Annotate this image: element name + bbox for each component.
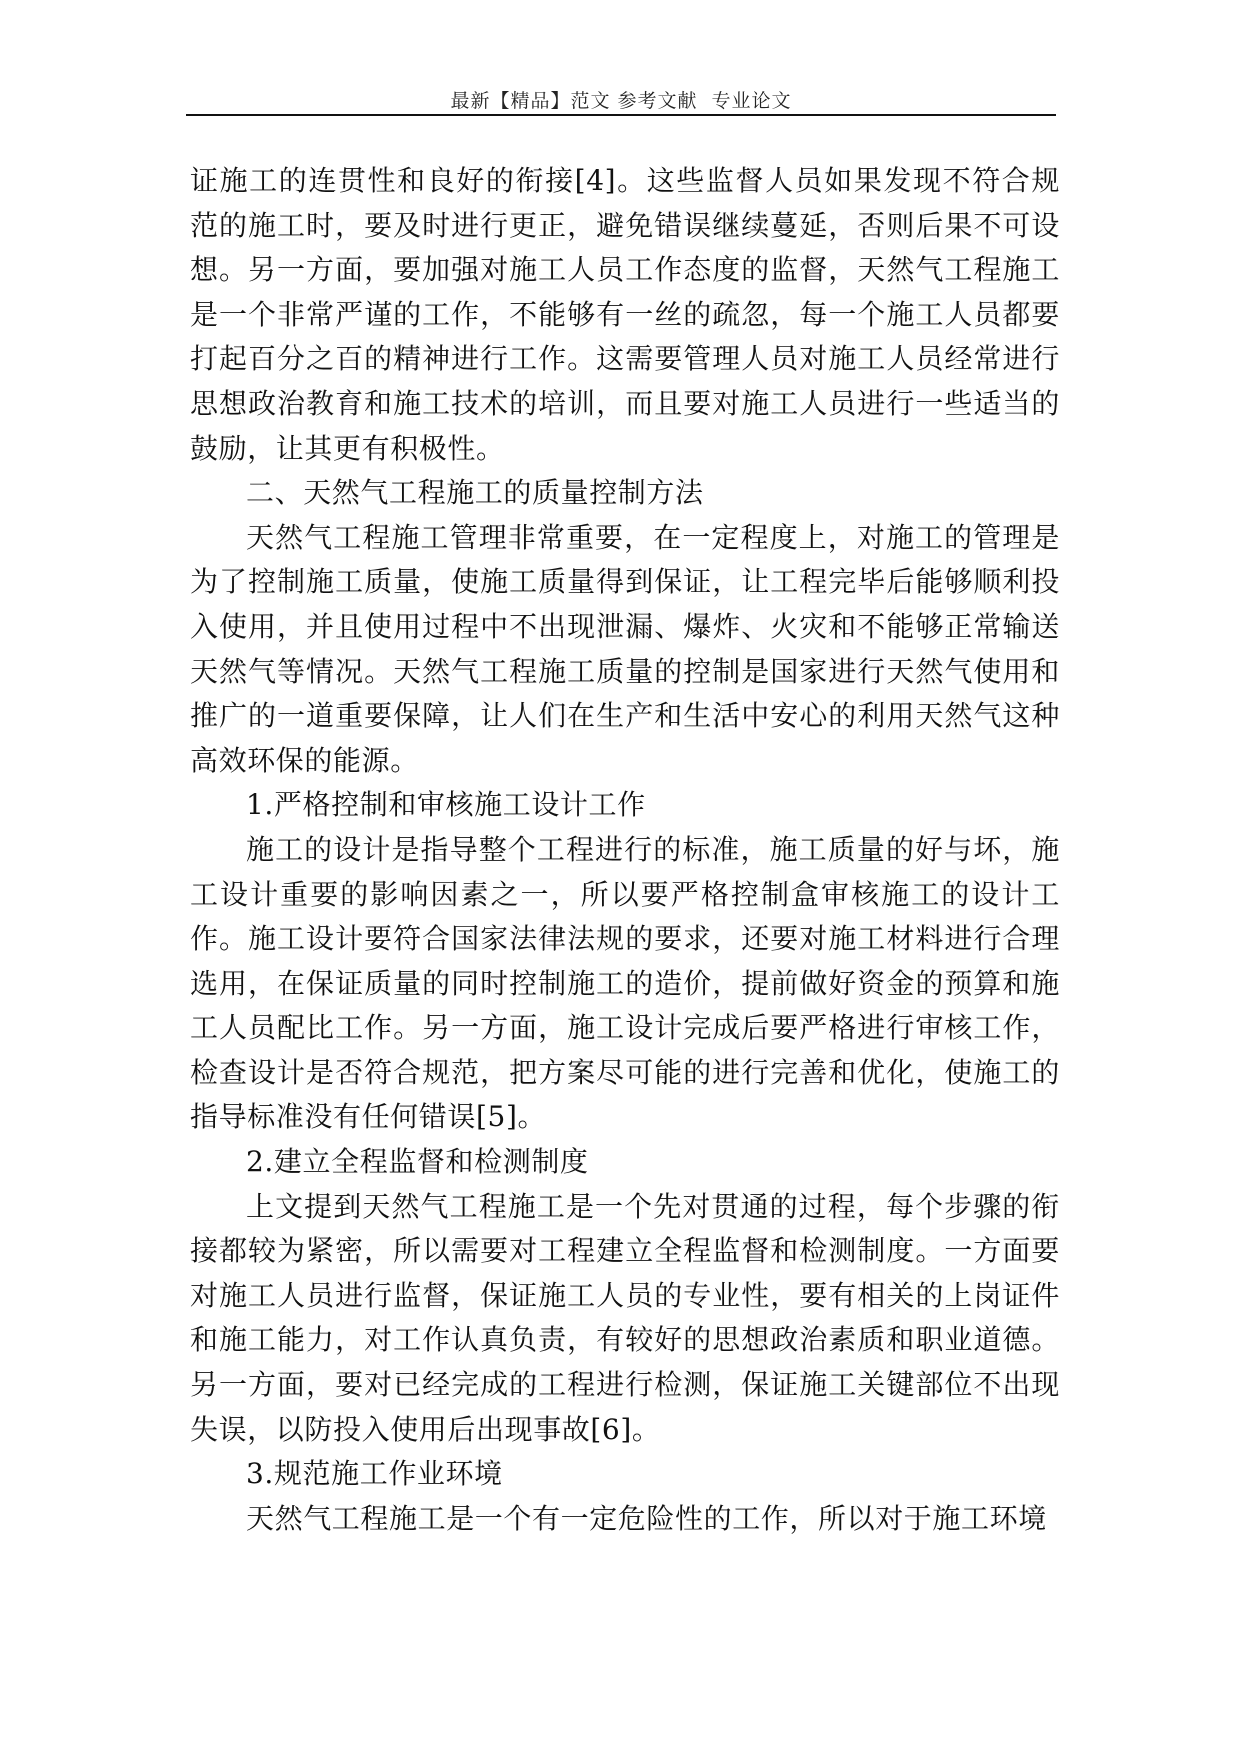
- body-text: [190, 159, 1060, 1541]
- header-rule: [186, 114, 1056, 116]
- subsection-heading-1: 1.严格控制和审核施工设计工作: [246, 788, 646, 822]
- subsection-heading-3: 3.规范施工作业环境: [246, 1457, 503, 1491]
- paragraph-continuation: 证施工的连贯性和良好的衔接[4]。这些监督人员如果发现不符合规范的施工时，要及时进行更正，避免错误继续蔓延，否则后果不可设想。另一方面，要加强对施工人员工作态度的监督，天然气工程施工是一个非常严谨的工作，不能够有一丝的疏忽，每一个施工人员都要打起百分之百的精神进行工作。这需要管理人员对施工人员经常进行思想政治教育和施工技术的培训，而且要对施工人员进行一些适当的鼓励，让其更有积极性。: [190, 164, 1060, 465]
- running-header: 最新【精品】范文 参考文献 专业论文: [450, 90, 792, 112]
- paragraph: 天然气工程施工是一个有一定危险性的工作，所以对于施工环境: [246, 1501, 1047, 1535]
- paragraph: 上文提到天然气工程施工是一个先对贯通的过程，每个步骤的衔接都较为紧密，所以需要对工程建立全程监督和检测制度。一方面要对施工人员进行监督，保证施工人员的专业性，要有相关的上岗证件和施工能力，对工作认真负责，有较好的思想政治素质和职业道德。另一方面，要对已经完成的工程进行检测，保证施工关键部位不出现失误，以防投入使用后出现事故[6]。: [190, 1189, 1060, 1446]
- subsection-heading-2: 2.建立全程监督和检测制度: [246, 1145, 589, 1179]
- paragraph: 天然气工程施工管理非常重要，在一定程度上，对施工的管理是为了控制施工质量，使施工质量得到保证，让工程完毕后能够顺利投入使用，并且使用过程中不出现泄漏、爆炸、火灾和不能够正常输送天然气等情况。天然气工程施工质量的控制是国家进行天然气使用和推广的一道重要保障，让人们在生产和生活中安心的利用天然气这种高效环保的能源。: [190, 520, 1060, 777]
- paragraph: 施工的设计是指导整个工程进行的标准，施工质量的好与坏，施工设计重要的影响因素之一，所以要严格控制盒审核施工的设计工作。施工设计要符合国家法律法规的要求，还要对施工材料进行合理选用，在保证质量的同时控制施工的造价，提前做好资金的预算和施工人员配比工作。另一方面，施工设计完成后要严格进行审核工作，检查设计是否符合规范，把方案尽可能的进行完善和优化，使施工的指导标准没有任何错误[5]。: [190, 832, 1060, 1134]
- section-heading: 二、天然气工程施工的质量控制方法: [246, 476, 704, 510]
